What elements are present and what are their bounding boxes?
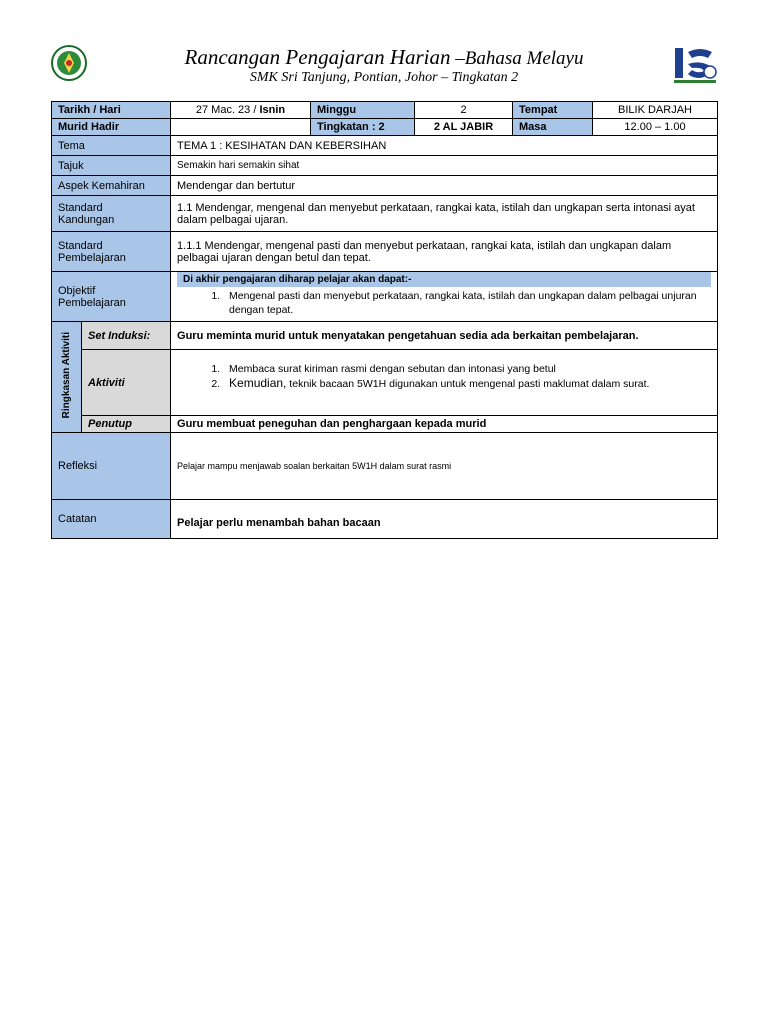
row-tajuk [52,156,718,176]
ringkasan-aktiviti-label: Ringkasan Aktiviti [52,322,82,433]
tempat-label: Tempat [513,102,593,119]
row-standard-pembelajaran [52,232,718,272]
row-catatan [52,500,718,539]
tajuk-value: Semakin hari semakin sihat [171,156,718,176]
tema-label: Tema [52,136,171,156]
refleksi-value: Pelajar mampu menjawab soalan berkaitan 5W1H dalam surat rasmi [171,433,718,500]
catatan-value: Pelajar perlu menambah bahan bacaan [171,500,718,539]
aktiviti-label: Aktiviti [82,350,171,416]
tajuk-label: Tajuk [52,156,171,176]
set-induksi-label: Set Induksi: [82,322,171,350]
obj-label: Objektif Pembelajaran [52,272,171,322]
ministry-logo-icon [672,44,718,84]
row-aktiviti [52,350,718,416]
murid-label: Murid Hadir [52,119,171,136]
aspek-label: Aspek Kemahiran [52,176,171,196]
row-murid [52,119,718,136]
row-objektif [52,272,718,322]
school-line: SMK Sri Tanjung, Pontian, Johor – Tingkatan 2 [249,70,519,85]
minggu-label: Minggu [311,102,415,119]
tarikh-label: Tarikh / Hari [52,102,171,119]
aktiviti-list [177,362,711,391]
catatan-label: Catatan [52,500,171,539]
list-item: 1. Membaca surat kiriman rasmi dengan sebutan dan intonasi yang betul [223,362,711,376]
masa-value: 12.00 – 1.00 [593,119,718,136]
tarikh-value: 27 Mac. 23 / Isnin [171,102,311,119]
murid-value [171,119,311,136]
sk-label: Standard Kandungan [52,196,171,232]
row-penutup [52,416,718,433]
row-tema [52,136,718,156]
document-title: Rancangan Pengajaran Harian –Bahasa Melayu [184,45,584,69]
set-induksi-value: Guru meminta murid untuk menyatakan pengetahuan sedia ada berkaitan pembelajaran. [171,322,718,350]
sp-value: 1.1.1 Mendengar, mengenal pasti dan menyebut perkataan, rangkai kata, istilah dan ungkapan dalam pelbagai ujaran dengan betul dan tepat. [171,232,718,272]
obj-value [171,272,718,322]
list-item: 1. Mengenal pasti dan menyebut perkataan, rangkai kata, istilah dan ungkapan dalam pelbagai unjuran dengan tepat. [223,289,711,317]
penutup-label: Penutup [82,416,171,433]
row-tarikh [52,102,718,119]
obj-head: Di akhir pengajaran diharap pelajar akan dapat:- [177,272,711,287]
row-standard-kandungan [52,196,718,232]
obj-list [177,289,711,317]
lesson-plan-table [51,101,718,539]
row-refleksi [52,433,718,500]
minggu-value: 2 [415,102,513,119]
row-set-induksi [52,322,718,350]
sp-label: Standard Pembelajaran [52,232,171,272]
masa-label: Masa [513,119,593,136]
tempat-value: BILIK DARJAH [593,102,718,119]
list-item: 2. Kemudian, teknik bacaan 5W1H digunakan untuk mengenal pasti maklumat dalam surat. [223,376,711,391]
penutup-value: Guru membuat peneguhan dan penghargaan kepada murid [171,416,718,433]
row-aspek [52,176,718,196]
aspek-value: Mendengar dan bertutur [171,176,718,196]
aktiviti-value [171,350,718,416]
page-header [0,0,768,96]
kelas-value: 2 AL JABIR [415,119,513,136]
tingkatan-label: Tingkatan : 2 [311,119,415,136]
tema-value: TEMA 1 : KESIHATAN DAN KEBERSIHAN [171,136,718,156]
refleksi-label: Refleksi [52,433,171,500]
sk-value: 1.1 Mendengar, mengenal dan menyebut perkataan, rangkai kata, istilah dan ungkapan serta intonasi ayat dalam pelbagai ujaran. [171,196,718,232]
